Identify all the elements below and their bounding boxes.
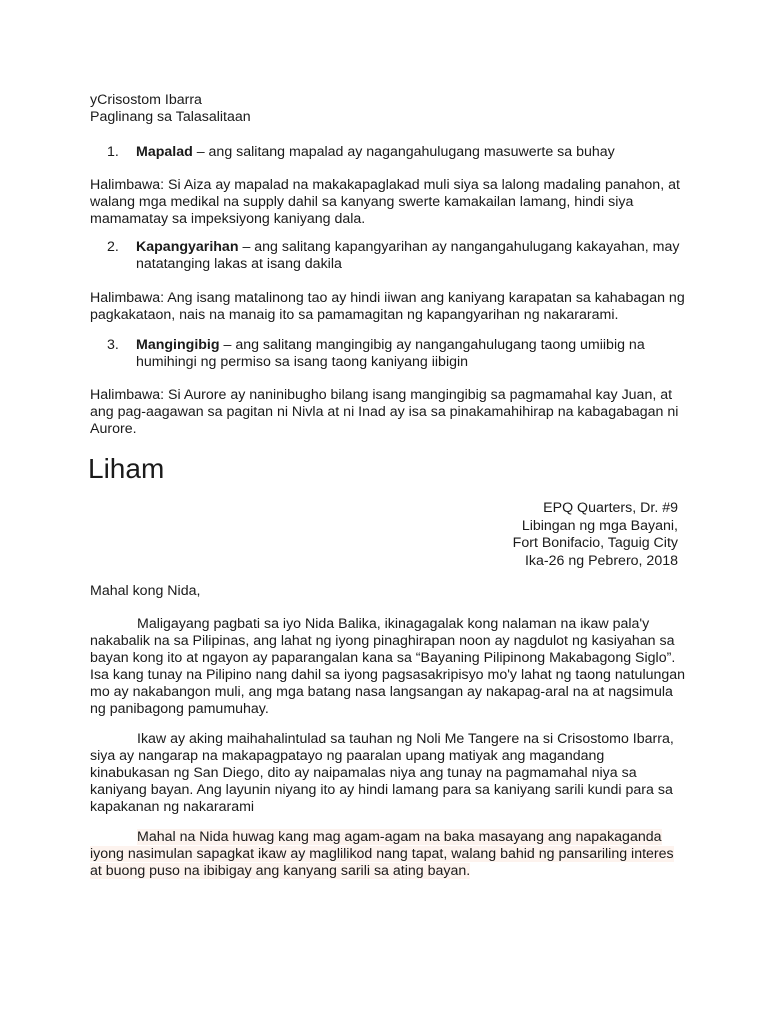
vocab-definition [136, 144, 684, 161]
vocab-definition [136, 239, 684, 273]
vocab-term: Mangingibig [136, 337, 220, 353]
letter-address [513, 500, 678, 570]
item-number: 2. [107, 239, 119, 255]
vocab-term: Mapalad [136, 144, 193, 160]
definition-text: – ang salitang kapangyarihan ay nangangahulugang kakayahan, may natatanging lakas at isang dakila [136, 239, 680, 272]
definition-text: – ang salitang mapalad ay nagangahulugang masuwerte sa buhay [192, 144, 615, 160]
document-title [90, 92, 690, 126]
address-line: Fort Bonifacio, Taguig City [512, 535, 678, 551]
vocab-example-3: Halimbawa: Si Aurore ay naninibugho bilang isang mangingibig sa pagmamahal kay Juan, at ang pag-aagawan sa pagitan ni Nivla at ni Inad ay isa sa pinakamahihirap na kabagabagan ni Aurore. [90, 387, 679, 437]
letter-paragraph [90, 731, 686, 816]
paragraph-text: Ikaw ay aking maihahalintulad sa tauhan ng Noli Me Tangere na si Crisostomo Ibarra, siya ay nangarap na makapagpatayo ng paaralan upang matiyak ang magandang kinabukasan ng San Diego, dito ay naipamalas niya ang tunay na pagmamahal niya sa kaniyang bayan. Ang layunin niyang ito ay hindi lamang para sa kaniyang sarili kundi para sa kapakanan ng nakararami [90, 731, 674, 815]
address-date: Ika-26 ng Pebrero, 2018 [524, 552, 678, 569]
paragraph-text: Maligayang pagbati sa iyo Nida Balika, ikinagagalak kong nalaman na ikaw pala'y nakabalik na sa Pilipinas, ang lahat ng iyong pinaghirapan noon ay nagdulot ng kasiyahan sa bayan kong ito at ngayon ay paparangalan kana sa “Bayaning Pilipinong Makabagong Siglo”. Isa kang tunay na Pilipino nang dahil sa iyong pagsasakripisyo mo'y lahat ng taong natulungan mo ay nakabangon muli, ang mga batang nasa langsangan ay nakapag-aral na at nagsimula ng panibagong pamumuhay. [90, 616, 686, 717]
letter-paragraph [90, 616, 686, 718]
vocab-term: Kapangyarihan [136, 239, 239, 255]
vocab-definition [136, 337, 684, 371]
item-number: 1. [107, 144, 119, 160]
letter-heading: Liham [88, 453, 165, 484]
address-line: Libingan ng mga Bayani, [521, 517, 678, 534]
definition-text: – ang salitang mangingibig ay nangangahulugang taong umiibig na humihingi ng permiso sa isang taong kaniyang iibigin [136, 337, 645, 370]
subtitle-line: Paglinang sa Talasalitaan [90, 109, 251, 125]
paragraph-text: Mahal na Nida huwag kang mag agam-agam na baka masayang ang napakaganda iyong nasimulan sapagkat ikaw ay maglilikod nang tapat, walang bahid ng pansariling interes at buong puso na ibibigay ang kanyang sarili sa ating bayan. [90, 829, 674, 879]
letter-salutation: Mahal kong Nida, [90, 583, 201, 599]
item-number: 3. [107, 337, 119, 353]
title-line: yCrisostom Ibarra [90, 92, 202, 108]
vocab-example-2: Halimbawa: Ang isang matalinong tao ay hindi iiwan ang kaniyang karapatan sa kahabagan ng pagkakataon, nais na manaig ito sa pamamagitan ng kapangyarihan ng nakararami. [90, 290, 685, 323]
address-line: EPQ Quarters, Dr. #9 [543, 500, 678, 516]
letter-paragraph [90, 829, 686, 880]
vocab-example-1: Halimbawa: Si Aiza ay mapalad na makakapaglakad muli siya sa lalong madaling panahon, at walang mga medikal na supply dahil sa kanyang swerte kamakailan lamang, hindi siya mamamatay sa impeksiyong kaniyang dala. [90, 177, 680, 227]
